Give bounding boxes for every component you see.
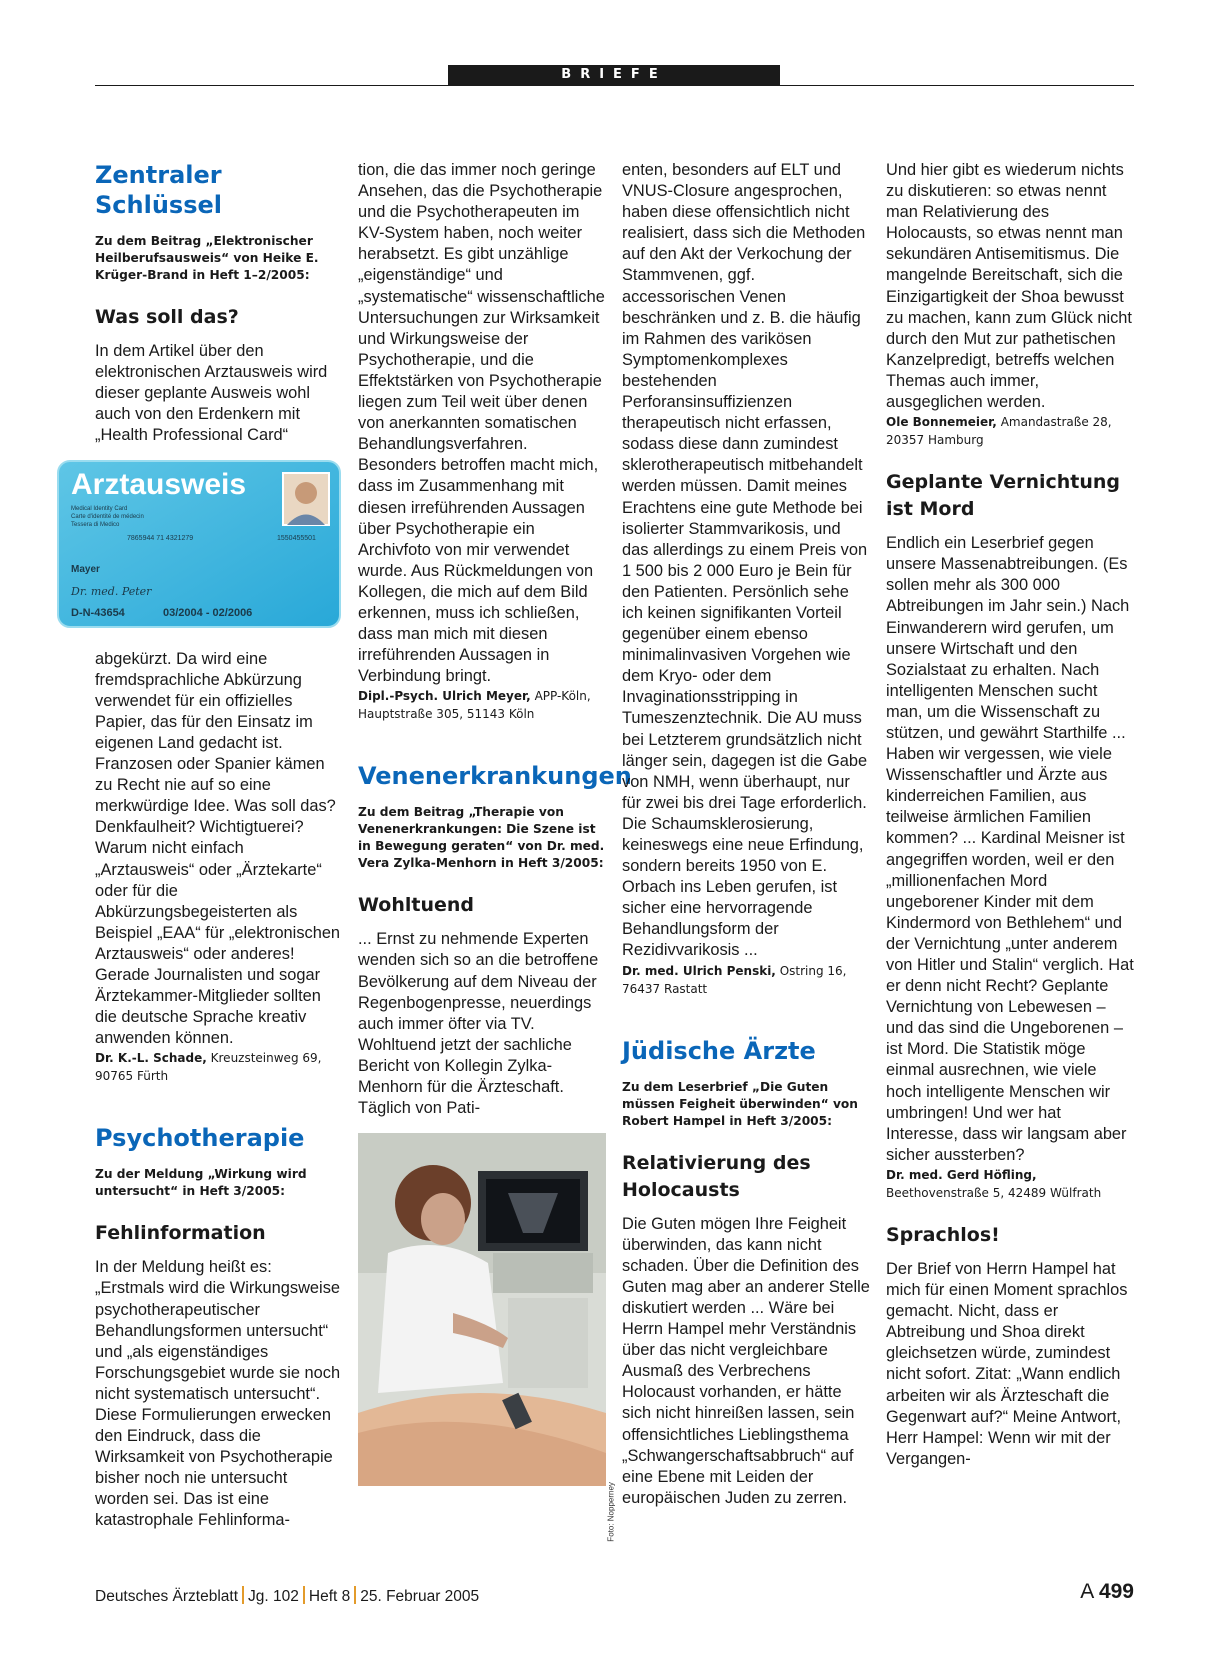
card-validity: 03/2004 - 02/2006: [163, 607, 253, 620]
author: Dr. med. Ulrich Penski,: [622, 963, 776, 978]
author: Dr. K.-L. Schade,: [95, 1051, 207, 1066]
journal-volume: Jg. 102: [248, 1588, 299, 1605]
letter-text: Die Guten mögen Ihre Feigheit überwinden, das kann nicht schaden. Über die Definition des Guten mag aber an anderer Stelle diskutiert werden ... Wäre bei Herrn Hampel mehr Verständnis über das nicht vergleichbare Ausmaß des Verbrechens Holocaust vorhanden, er hätte sich nicht hinreißen lassen, sein offensichtliches Lieblingsthema „Schwangerschaftsabbruch“ auf eine Ebene mit Leiden der europäischen Juden zu zerren.: [622, 1214, 870, 1507]
article-reference: Zu dem Beitrag „Elektronischer Heilberufsausweis“ von Heike E. Krüger-Brand in Heft 1–2/2005:: [95, 234, 319, 282]
letter-signature: [622, 962, 870, 998]
letter-text: Der Brief von Herrn Hampel hat mich für einen Moment sprachlos gemacht. Nicht, dass er Abtreibung und Shoa direkt gleichsetzen würde, zumindest nicht sofort. Zitat: „Wann endlich arbeiten wir als Ärzteschaft die Gegenwart auf?“ Meine Antwort, Herr Hampel: Wenn wir mit der Vergangen-: [886, 1259, 1128, 1468]
section-header: BRIEFE: [448, 65, 780, 85]
svg-text:7865944 71 4321279: 7865944 71 4321279: [127, 535, 194, 543]
card-number: D-N-43654: [71, 607, 125, 620]
letter-subtitle: Was soll das?: [95, 306, 239, 328]
letter-signature: [886, 413, 1134, 449]
letter-signature: [95, 1049, 343, 1085]
ultrasound-photo-image: [358, 1133, 606, 1486]
journal-issue: Heft 8: [308, 1588, 351, 1605]
page-footer: [95, 1586, 479, 1606]
page-prefix: A: [1080, 1580, 1094, 1603]
letter-text: In der Meldung heißt es: „Erstmals wird die Wirkungsweise psychotherapeutischer Behandlungsformen untersucht“ und „als eigenständiges Forschungsgebiet wurde sie noch nicht systematisch untersucht“. Diese Formulierungen erwecken den Eindruck, dass die Wirksamkeit von Psychotherapie bisher noch nie untersucht worden sei. Das ist eine katastrophale Fehlinforma-: [95, 1258, 341, 1530]
address: Kreuzsteinweg 69, 90765 Fürth: [95, 1051, 322, 1084]
letter-subtitle: Wohltuend: [358, 894, 474, 917]
page-value: 499: [1098, 1580, 1134, 1603]
letter-signature: [886, 1166, 1134, 1202]
article-title: Psychotherapie: [95, 1124, 305, 1153]
letter-text: ... Ernst zu nehmende Experten wenden sich so an die betroffene Bevölkerung auf dem Niveau der Regenbogenpresse, neuerdings auch immer öfter via TV. Wohltuend jetzt der sachliche Bericht von Kollegin Zylka-Menhorn für die Ärzteschaft. Täglich von Pati-: [358, 930, 599, 1118]
card-line: Tessera di Medico: [71, 522, 120, 529]
card-name: Mayer: [71, 564, 100, 576]
arztausweis-card-image: [55, 458, 343, 630]
article-reference: Zu dem Leserbrief „Die Guten müssen Feigheit überwinden“ von Robert Hampel in Heft 3/2005:: [622, 1079, 858, 1128]
letter-text: In dem Artikel über den elektronischen Arztausweis wird dieser geplante Ausweis wohl auch von den Erdenkern mit „Health Professional Card“: [95, 342, 328, 445]
address: APP-Köln, Hauptstraße 305, 51143 Köln: [358, 689, 591, 722]
card-doctor: Dr. med. Peter: [71, 585, 152, 599]
letter-subtitle: Relativierung des Holocausts: [622, 1151, 811, 1201]
address: Ostring 16, 76437 Rastatt: [622, 963, 847, 996]
footer-separator: [303, 1586, 305, 1604]
column-4: [886, 160, 1134, 1470]
letter-text: abgekürzt. Da wird eine fremdsprachliche Abkürzung verwendet für ein offizielles Papier, das für den Einsatz im eigenen Land gedacht ist. Franzosen oder Spanier kämen zu Recht nie auf so eine merkwürdige Idee. Was soll das? Denkfaulheit? Wichtigtuerei? Warum nicht einfach „Arztausweis“ oder „Ärztekarte“ oder für die Abkürzungsbegeisterten als Beispiel „EAA“ für „elektronischen Arztausweis“ oder anderes! Gerade Journalisten und sogar Ärztekammer-Mitglieder sollten die deutsche Sprache kreativ anwenden können.: [95, 649, 341, 1048]
journal-name: Deutsches Ärzteblatt: [95, 1588, 239, 1605]
card-line: Carte d'identité de médecin: [71, 514, 144, 521]
ultrasound-photo: [358, 1133, 616, 1542]
article-title: Zentraler Schlüssel: [95, 161, 222, 219]
author: Ole Bonnemeier,: [886, 415, 997, 430]
column-1: [71, 160, 343, 1532]
article-reference: Zu dem Beitrag „Therapie von Venenerkrankungen: Die Szene ist in Bewegung geraten“ von Dr. med. Vera Zylka-Menhorn in Heft 3/2005:: [358, 805, 605, 871]
article-title: Jüdische Ärzte: [622, 1036, 816, 1065]
page-number: [1080, 1580, 1134, 1604]
letter-text: Endlich ein Leserbrief gegen unsere Massenabtreibungen. (Es sollen mehr als 300 000 Abtreibungen im Jahr sein.) Nach Einwanderern wird gerufen, um unsere Wirtschaft und den Sozialstaat zu erhalten. Nach intelligenten Menschen sucht man, um die Wissenschaft zu stützen, und gewährt Starthilfe ... Haben wir vergessen, wie viele Wissenschaftler und Ärzte aus kinderreichen Familien, aus teilweise ärmlichen Familien kommen? ... Kardinal Meisner ist angegriffen worden, weil er den „millionenfachen Mord ungeborener Kinder mit dem Kindermord von Bethlehem“ und der Vernichtung „unter anderem von Hitler und Stalin“ verglich. Hat er denn nicht Recht? Geplante Vernichtung von Lebewesen – und das sind die Ungeborenen – ist Mord. Die Statistik möge einmal ausrechnen, wie viele hoch intelligente Menschen wir umbringen! Und wer hat Interesse, dass wir langsam aber sicher aussterben?: [886, 534, 1134, 1164]
letter-subtitle: Geplante Vernichtung ist Mord: [886, 471, 1121, 521]
letter-text: Und hier gibt es wiederum nichts zu diskutieren: so etwas nennt man Relativierung des Holocausts, so etwas nennt man sekundären Antisemitismus. Die mangelnde Bereitschaft, sich die Einzigartigkeit der Shoa bewusst zu machen, kann zum Glück nicht durch den Mut zur pathetischen Kanzelpredigt, betreffs welchen Themas auch immer, ausgeglichen werden.: [886, 161, 1132, 412]
column-2: [358, 160, 632, 1542]
photo-credit: Foto: Nopperney: [606, 1482, 616, 1542]
article-title: Venenerkrankungen: [358, 762, 632, 791]
footer-separator: [242, 1586, 244, 1604]
journal-date: 25. Februar 2005: [360, 1588, 480, 1605]
header-rule: [95, 85, 1134, 86]
address: Amandastraße 28, 20357 Hamburg: [886, 415, 1112, 448]
address: Beethovenstraße 5, 42489 Wülfrath: [886, 1185, 1102, 1200]
letter-subtitle: Sprachlos!: [886, 1223, 1000, 1246]
column-3: [622, 160, 870, 1509]
article-reference: Zu der Meldung „Wirkung wird untersucht“ in Heft 3/2005:: [95, 1167, 307, 1199]
letter-subtitle: Fehlinformation: [95, 1222, 266, 1245]
letter-text: enten, besonders auf ELT und VNUS-Closure angesprochen, haben diese offensichtlich nicht realisiert, dass sich die Methoden auf den Akt der Verkochung der Stammvenen, ggf. accessorischen Venen beschränken und z. B. die häufig im Rahmen des varikösen Symptomenkomplexes bestehenden Perforansinsuffizienzen therapeutisch nicht erfassen, sodass diese dann zumindest sklerotherapeutisch mitbehandelt werden müssen. Damit meines Erachtens eine gute Methode bei isolierter Stammvarikosis, und das allerdings zu einem Preis von 1 500 bis 2 000 Euro je Bein für den Patienten. Persönlich sehe ich keinen signifikanten Vorteil gegenüber einem ebenso minimalinvasiven Vorgehen wie dem Kryo- oder dem Invaginationsstripping in Tumeszenztechnik. Die AU muss bei Letzterem grundsätzlich nicht länger sein, dagegen ist die Gabe von NMH, wenn überhaupt, nur für zwei bis drei Tage erforderlich. Die Schaumsklerosierung, keineswegs eine neue Erfindung, sondern bereits 1950 von E. Orbach ins Leben gerufen, ist sicher eine hervorragende Behandlungsform der Rezidivvarikosis ...: [622, 161, 868, 960]
author: Dr. med. Gerd Höfling,: [886, 1167, 1037, 1182]
letter-text: tion, die das immer noch geringe Ansehen, das die Psychotherapie und die Psychotherapeuten im KV-System haben, noch weiter herabsetzt. Es gibt unzählige „eigenständige“ und „systematische“ wissenschaftliche Untersuchungen zur Wirksamkeit und Wirkungsweise der Psychotherapie, und die Effektstärken von Psychotherapie liegen zum Teil weit über denen von anerkannten somatischen Behandlungsverfahren. Besonders betroffen macht mich, dass im Zusammenhang mit diesen irreführenden Aussagen über Psychotherapie ein Archivfoto von mir verwendet wurde. Aus Rückmeldungen von Kollegen, die mich auf dem Bild erkennen, muss ich schließen, dass man mich mit diesen irreführenden Aussagen in Verbindung bringt.: [358, 161, 605, 686]
card-code: 1550455501: [277, 535, 316, 543]
letter-signature: [358, 687, 606, 723]
author: Dipl.-Psych. Ulrich Meyer,: [358, 689, 531, 704]
card-title: Arztausweis: [71, 468, 247, 502]
footer-separator: [354, 1586, 356, 1604]
card-line: Medical Identity Card: [71, 506, 128, 513]
